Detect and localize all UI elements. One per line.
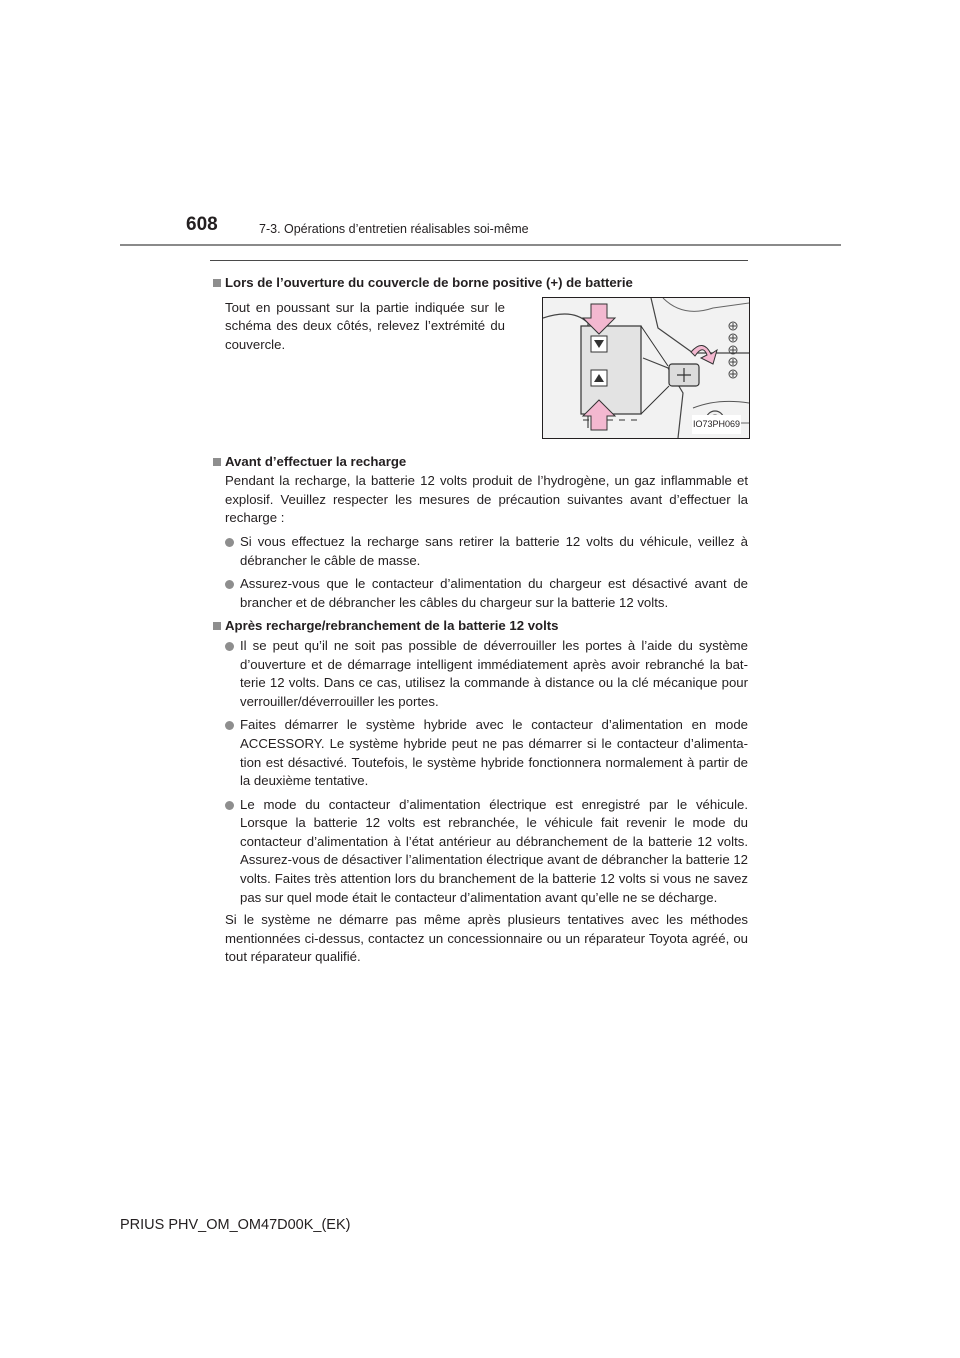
bullet-text: Faites démarrer le système hybride avec le contacteur d’alimentation en mode ACCESSORY. Le système hybride peut ne pas démarrer si le contacteur d’alimenta-tion est désactivé. Toutefois, le système hybride fonctionnera normalement à partir de la deuxième tentative. (240, 717, 748, 789)
round-bullet-icon (225, 580, 234, 589)
square-bullet-icon (213, 279, 221, 287)
square-bullet-icon (213, 622, 221, 630)
heading-positive-terminal-cover (212, 274, 748, 293)
heading-text: Après recharge/rebranchement de la batterie 12 volts (225, 618, 559, 634)
content-rule (210, 260, 748, 261)
bullet-text: Si vous effectuez la recharge sans retirer la batterie 12 volts du véhicule, veillez à débrancher le câble de masse. (240, 533, 748, 568)
bullet-item (212, 796, 748, 908)
round-bullet-icon (225, 721, 234, 730)
footer-model-code: PRIUS PHV_OM_OM47D00K_(EK) (120, 1217, 351, 1233)
bullet-text: Le mode du contacteur d’alimentation électrique est enregistré par le véhicule. Lorsque la batterie 12 volts est rebranchée, le véhicule fait revenir le mode du contacteur d’alimentation à l’état antérieur au débranchement de la batterie 12 volts. Assurez-vous de désactiver l’alimentation électrique avant de débrancher la batterie 12 volts. Faites très attention lors du branchement de la batterie 12 volts si vous ne savez pas sur quel mode était le contacteur d’alimentation avant qu’elle ne se décharge. (240, 796, 749, 905)
cover-instruction-row (212, 297, 748, 439)
heading-text: Avant d’effectuer la recharge (225, 453, 407, 469)
bullet-item (212, 575, 748, 612)
header-rule (120, 244, 841, 246)
round-bullet-icon (225, 538, 234, 547)
round-bullet-icon (225, 801, 234, 810)
heading-text: Lors de l’ouverture du couvercle de borne positive (+) de batterie (225, 275, 633, 290)
section-title: 7-3. Opérations d’entretien réalisables soi-même (259, 222, 529, 236)
cover-instruction-text: Tout en poussant sur la partie indiquée sur le schéma des deux côtés, relevez l’extrémité du couvercle. (225, 299, 505, 352)
bullet-item (212, 716, 748, 790)
content (212, 268, 748, 967)
heading-after-recharge (212, 617, 748, 636)
bullet-text: Il se peut qu’il ne soit pas possible de déverrouiller les portes à l’aide du système d’ouverture et de démarrage intelligent immédiatement après avoir rebranché la bat-terie 12 volts. Dans ce cas, utilisez la commande à distance ou la clé mécanique pour verrouiller/déverrouiller les portes. (240, 637, 748, 709)
recharge-warning-text: Pendant la recharge, la batterie 12 volts produit de l’hydrogène, un gaz inflammable et explosif. Veuillez respecter les mesures de précaution suivantes avant d’effectuer la recharge : (225, 473, 748, 526)
heading-before-recharge (212, 453, 748, 472)
bullet-text: Assurez-vous que le contacteur d’alimentation du chargeur est désactivé avant de brancher et de débrancher les câbles du chargeur sur la batterie 12 volts. (240, 576, 748, 610)
closing-text: Si le système ne démarre pas même après plusieurs tentatives avec les méthodes mentionnées ci-dessus, contactez un concessionnaire ou un réparateur Toyota agréé, ou tout réparateur qualifié. (225, 912, 748, 965)
battery-cover-figure (542, 297, 750, 439)
bullet-item (212, 637, 748, 711)
page-number: 608 (186, 214, 218, 235)
square-bullet-icon (213, 458, 221, 466)
figure-code: IO73PH069 (692, 415, 741, 434)
bullet-item (212, 533, 748, 570)
round-bullet-icon (225, 642, 234, 651)
